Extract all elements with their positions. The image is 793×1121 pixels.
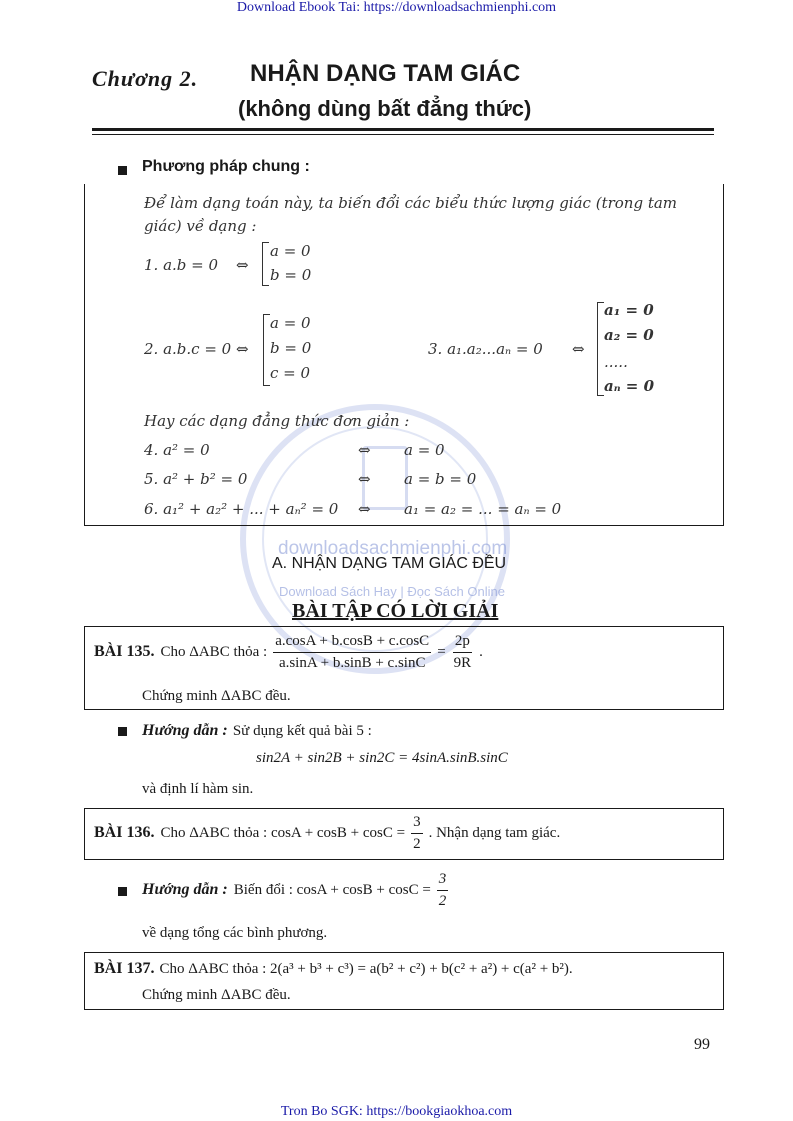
problem-136-text: Cho ΔABC thỏa : cosA + cosB + cosC = xyxy=(160,824,406,841)
problem-135-line2: Chứng minh ΔABC đều. xyxy=(142,688,291,704)
method-intro: Để làm dạng toán này, ta biến đổi các biểu thức lượng giác (trong tam giác) về dạng : xyxy=(144,194,678,235)
exercises-heading: BÀI TẬP CÓ LỜI GIẢI xyxy=(292,600,499,622)
formula-5-arrow: ⇔ xyxy=(358,470,371,488)
formula-6-lhs: 6. a₁² + a₂² + ... + aₙ² = 0 xyxy=(144,500,339,518)
hint-136-fraction xyxy=(437,871,449,910)
heading-rule-thin xyxy=(92,134,714,135)
footer-link[interactable]: Tron Bo SGK: https://bookgiaokhoa.com xyxy=(280,1104,513,1119)
hint-136-after: về dạng tổng các bình phương. xyxy=(142,925,328,941)
watermark-site: downloadsachmienphi.com xyxy=(278,538,508,559)
problem-135-equals: = xyxy=(437,643,446,660)
problem-135-fraction xyxy=(273,633,431,672)
hint-135-formula: sin2A + sin2B + sin2C = 4sinA.sinB.sinC xyxy=(256,750,508,766)
header-link[interactable]: Download Ebook Tai: https://downloadsachmienphi.com xyxy=(236,0,557,15)
problem-136-fraction xyxy=(411,814,423,853)
formula-5-rhs: a = b = 0 xyxy=(404,470,477,488)
problem-136-statement xyxy=(94,811,560,855)
formula-1-brace xyxy=(262,242,269,286)
bullet-icon xyxy=(118,887,127,896)
problem-135-rhs-denominator: 9R xyxy=(453,654,472,671)
formula-3-case-2: a₂ = 0 xyxy=(604,326,654,344)
bullet-icon xyxy=(118,166,127,175)
watermark-tagline: Download Sách Hay | Đọc Sách Online xyxy=(279,584,505,599)
formula-3-case-1: a₁ = 0 xyxy=(604,301,654,319)
chapter-label: Chương 2. xyxy=(92,66,199,91)
problem-136-number: BÀI 136. xyxy=(94,824,155,841)
problem-135-numerator: a.cosA + b.cosB + c.cosC xyxy=(273,633,431,653)
formula-3-case-dots: ..... xyxy=(604,353,628,371)
problem-135-text: Cho ΔABC thỏa : xyxy=(160,643,268,660)
problem-135-dot: . xyxy=(479,643,483,660)
formula-2-lhs: 2. a.b.c = 0 ⇔ xyxy=(144,340,249,358)
hint-135 xyxy=(142,720,372,740)
hint-136-label: Hướng dẫn : xyxy=(142,881,228,898)
page-number: 99 xyxy=(694,1036,710,1053)
formula-2-case-a: a = 0 xyxy=(270,314,311,332)
problem-137-text: Cho ΔABC thỏa : 2(a³ + b³ + c³) = a(b² + c²) + b(c² + a²) + c(a² + b²). xyxy=(159,961,573,977)
problem-136-denominator: 2 xyxy=(413,835,421,852)
chapter-title: NHẬN DẠNG TAM GIÁC xyxy=(250,60,521,87)
problem-137-statement xyxy=(94,958,573,978)
hint-136-text: Biến đổi : cosA + cosB + cosC = xyxy=(233,881,431,898)
problem-136-numerator: 3 xyxy=(411,814,423,834)
hint-135-label: Hướng dẫn : xyxy=(142,722,228,739)
problem-137-line2: Chứng minh ΔABC đều. xyxy=(142,987,291,1003)
formula-2-brace xyxy=(263,314,270,386)
formula-1-lhs: 1. a.b = 0 xyxy=(144,256,219,274)
problem-135-rhs-fraction xyxy=(452,633,474,672)
formula-3-case-n: aₙ = 0 xyxy=(604,377,655,395)
bullet-icon xyxy=(118,727,127,736)
formula-4-lhs: 4. a² = 0 xyxy=(144,441,210,459)
problem-136-after: . Nhận dạng tam giác. xyxy=(428,824,561,841)
formula-3-brace xyxy=(597,302,604,396)
hint-136-numerator: 3 xyxy=(437,871,449,891)
heading-rule-thick xyxy=(92,128,714,131)
hint-136 xyxy=(142,868,448,912)
problem-137-number: BÀI 137. xyxy=(94,960,155,977)
problem-135-number: BÀI 135. xyxy=(94,643,155,660)
formula-5-lhs: 5. a² + b² = 0 xyxy=(144,470,248,488)
hint-135-text: Sử dụng kết quả bài 5 : xyxy=(232,723,372,739)
formula-4-rhs: a = 0 xyxy=(404,441,445,459)
formula-1-case-a: a = 0 xyxy=(270,242,311,260)
chapter-subtitle: (không dùng bất đẳng thức) xyxy=(238,96,532,121)
problem-135-statement xyxy=(94,630,483,674)
formula-1-case-b: b = 0 xyxy=(270,266,312,284)
problem-135-rhs-numerator: 2p xyxy=(453,633,472,653)
formula-3-arrow: ⇔ xyxy=(572,340,585,358)
formula-6-arrow: ⇔ xyxy=(358,500,371,518)
formula-2-case-b: b = 0 xyxy=(270,339,312,357)
formula-1-arrow: ⇔ xyxy=(236,256,249,274)
or-simple-text: Hay các dạng đẳng thức đơn giản : xyxy=(144,412,410,430)
formula-4-arrow: ⇔ xyxy=(358,441,371,459)
section-title: A. NHẬN DẠNG TAM GIÁC ĐỀU xyxy=(272,555,507,572)
method-heading: Phương pháp chung : xyxy=(142,158,310,175)
hint-135-after: và định lí hàm sin. xyxy=(142,781,254,797)
formula-3-lhs: 3. a₁.a₂...aₙ = 0 xyxy=(428,340,543,358)
problem-135-denominator: a.sinA + b.sinB + c.sinC xyxy=(278,654,426,671)
formula-2-case-c: c = 0 xyxy=(270,364,311,382)
hint-136-denominator: 2 xyxy=(438,892,447,909)
formula-6-rhs: a₁ = a₂ = ... = aₙ = 0 xyxy=(404,500,562,518)
